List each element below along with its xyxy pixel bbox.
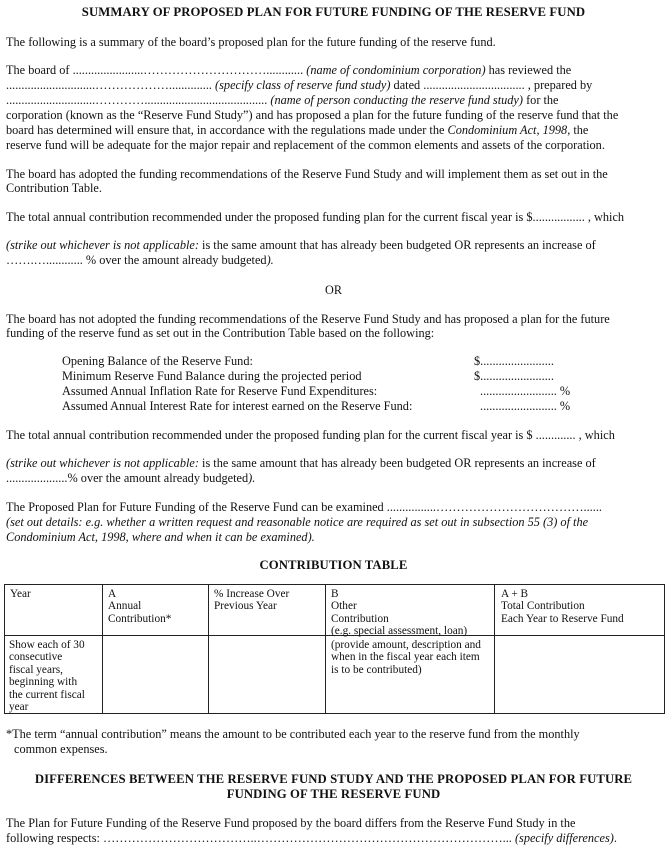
details-hint: (set out details: e.g. whether a written request and reasonable notice are required as set out in subsection 55 (3) of the [6,515,589,529]
paragraph-line: The board has not adopted the funding recommendations of the Reserve Fund Study and has proposed a plan for the future [6,312,610,326]
increase-line [6,253,274,268]
cell-text: consecutive [9,651,63,664]
table-cell-other [331,639,481,676]
text-run: is the same amount that has already been budgeted OR represents an increase of [198,238,596,252]
person-hint: (name of person conducting the reserve fund study) [270,93,523,107]
text-run: The board of .......................…………………………............ [6,63,307,77]
intro-text: The following is a summary of the board’s proposed plan for the future funding of the reserve fund. [6,35,496,49]
table-border [4,584,665,585]
header-text: A + B [501,588,529,600]
col-header-total [501,588,624,625]
paragraph-line: The board has adopted the funding recommendations of the Reserve Fund Study and will implement them as set out in the [6,167,608,181]
differences-hint: (specify differences) [514,831,614,845]
instruction-text: (strike out whichever is not applicable: [6,456,199,470]
text-run: is the same amount that has already been budgeted OR represents an increase of [198,456,596,470]
text-run: following respects: ………………………………..……………………………………………………... [6,831,515,845]
header-text: A [108,588,117,600]
header-text: Previous Year [214,600,277,613]
cell-text: fiscal years, [9,663,63,676]
col-header-year [10,588,31,600]
page-title: SUMMARY OF PROPOSED PLAN FOR FUTURE FUNDING OF THE RESERVE FUND [81,5,586,19]
text-run: for the [523,93,559,107]
col-header-a [108,588,171,625]
header-text: Contribution* [108,612,172,625]
assumption-value: $........................ [474,354,554,368]
header-text: Contribution [331,612,389,625]
differences-line [6,831,617,846]
paragraph-line: The Plan for Future Funding of the Reserve Fund proposed by the board differs from the Reserve Fund Study in the [6,816,576,830]
cell-text: Show each of 30 [9,639,85,651]
table-border [4,584,5,714]
text-run: . [613,831,617,845]
differences-title: FUNDING OF THE RESERVE FUND [226,787,441,801]
text-run: board has determined will ensure that, in accordance with the regulations made under the [6,123,448,137]
text-run: ). [266,253,274,267]
paragraph-line: funding of the reserve fund as set out in the Contribution Table based on the following: [6,326,435,340]
instruction-text: (strike out whichever is not applicable: [6,238,199,252]
header-text: Annual [108,600,142,613]
assumption-label: Assumed Annual Inflation Rate for Reserve Fund Expenditures: [62,384,378,398]
differences-title: DIFFERENCES BETWEEN THE RESERVE FUND STUDY AND THE PROPOSED PLAN FOR FUTURE [34,772,633,786]
footnote: common expenses. [14,742,108,756]
cell-text: (provide amount, description and [331,639,481,651]
assumption-label: Assumed Annual Interest Rate for interest earned on the Reserve Fund: [62,399,413,413]
assumption-label: Opening Balance of the Reserve Fund: [62,354,253,368]
contribution-table-title: CONTRIBUTION TABLE [259,558,408,572]
table-col-divider [325,584,326,714]
text-run: ....................% over the amount already budgeted [6,471,249,485]
header-text: % Increase Over [214,588,290,600]
table-col-divider [208,584,209,714]
assumption-value: ......................... % [480,399,571,413]
strike-out-line [6,238,596,253]
cell-text: year [9,701,29,714]
header-text: (e.g. special assessment, loan) [331,625,468,638]
condo-name-hint: (name of condominium corporation) [306,63,486,77]
or-separator: OR [324,283,342,297]
assumption-value: $........................ [474,369,554,383]
text-run: .............................…………........................................ [6,93,271,107]
cell-text: is to be contributed) [331,663,422,676]
text-run: …….…............ % over the amount already budgeted [6,253,267,267]
text-run: .............................……………….............. [6,78,216,92]
text-run: has reviewed the [485,63,572,77]
total-contribution-line: The total annual contribution recommended under the proposed funding plan for the current fiscal year is $................. , which [6,210,625,224]
paragraph-line: Contribution Table. [6,181,102,195]
cell-text: the current fiscal [9,688,85,701]
paragraph-line [6,123,588,138]
table-cell-year [9,639,85,713]
strike-out-line [6,456,596,471]
assumption-label: Minimum Reserve Fund Balance during the projected period [62,369,362,383]
table-col-divider [494,584,495,714]
study-class-hint: (specify class of reserve fund study) [215,78,391,92]
header-text: B [331,588,339,600]
table-border [4,713,665,714]
examine-line: The Proposed Plan for Future Funding of the Reserve Fund can be examined ................………………………………...... [6,500,602,514]
assumption-value: ......................... % [480,384,571,398]
text-run: dated ................................. , prepared by [390,78,593,92]
study-class-line [6,78,592,93]
cell-text: beginning with [9,676,78,689]
cell-text: when in the fiscal year each item [331,651,480,664]
board-of-line [6,63,571,78]
col-header-increase [214,588,289,613]
header-text: Year [10,588,31,600]
header-text: Other [331,600,357,613]
details-hint: Condominium Act, 1998, where and when it can be examined). [6,530,315,544]
increase-line [6,471,255,486]
act-name: Condominium Act, 1998 [447,123,568,137]
total-contribution-line: The total annual contribution recommended under the proposed funding plan for the current fiscal year is $ ............. , which [6,428,615,442]
text-run: , the [567,123,589,137]
table-col-divider [102,584,103,714]
table-border [664,584,665,714]
paragraph-line: corporation (known as the “Reserve Fund Study”) and has proposed a plan for the future funding of the reserve fund that the [6,108,619,122]
header-text: Each Year to Reserve Fund [501,612,624,625]
paragraph-line: reserve fund will be adequate for the major repair and replacement of the common elements and assets of the corporation. [6,138,605,152]
text-run: ). [248,471,256,485]
col-header-b [331,588,467,638]
footnote: *The term “annual contribution” means the amount to be contributed each year to the reserve fund from the monthly [6,727,580,741]
person-line [6,93,559,108]
header-text: Total Contribution [501,600,585,613]
